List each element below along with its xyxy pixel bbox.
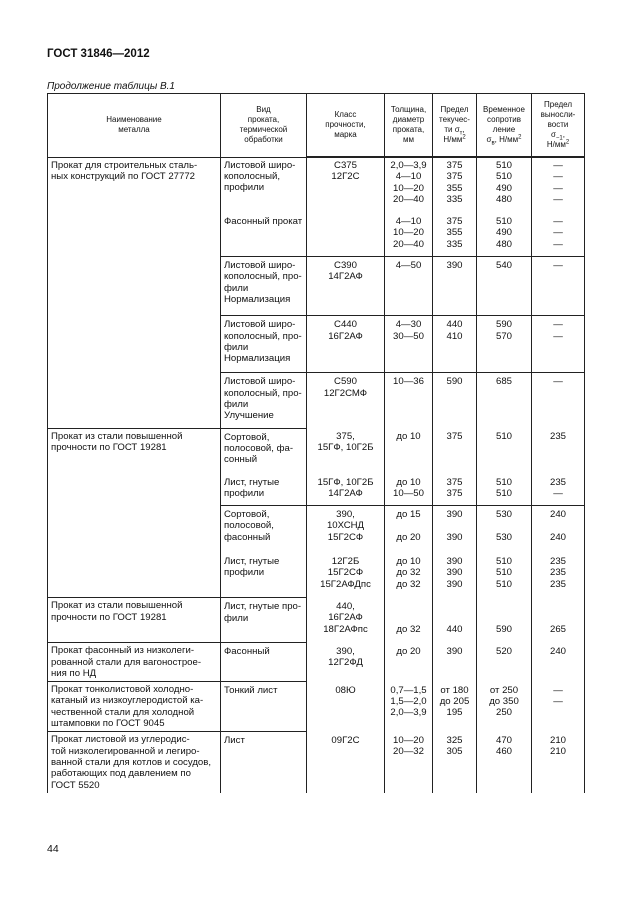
cell-line: прочности по ГОСТ 19281 [51,441,167,453]
table-continuation-caption: Продолжение таблицы В.1 [47,81,175,92]
cell-line: Прокат листовой из углеродис- [51,734,190,746]
cell-line: 460 [495,746,512,758]
cell-line: Прокат из стали повышенной [51,600,183,612]
cell-line: Листовой широ- [224,319,296,331]
cell-line: 375 [446,431,463,443]
cell-line: 490 [495,227,512,239]
cell-line: Лист [224,735,245,747]
cell-line: 195 [446,707,463,719]
document-header: ГОСТ 31846—2012 [47,48,150,60]
cell-line: полосовой, [224,520,274,532]
cell-endurance [532,213,585,256]
properties-table [47,93,585,793]
col-header-tensile: Временное сопротив ление $\sigma_в$, $Н/мм^2$ [477,94,532,158]
cell-line: Прокат тонколистовой холодно- [51,684,194,696]
cell-thickness [385,682,433,732]
cell-tensile [477,474,532,506]
cell-yield [433,257,477,316]
cell-metal [48,732,221,793]
cell-line: С590 [334,376,357,388]
cell-line: до 20 [396,531,421,543]
cell-yield [433,506,477,553]
cell-line: штамповки по ГОСТ 9045 [51,718,165,730]
cell-line: 590 [495,319,512,331]
cell-line: 390 [446,260,463,272]
cell-line [387,520,430,531]
cell-line: ГОСТ 5520 [51,779,100,791]
cell-line: 10—20 [393,734,424,746]
cell-line: 510 [495,487,512,499]
cell-line: 530 [495,531,512,543]
cell-line: С390 [334,260,357,272]
cell-yield [433,213,477,256]
cell-line: 2,0—3,9 [390,160,427,171]
cell-line: 240 [549,645,566,657]
cell-thickness [385,506,433,553]
cell-line: 510 [495,556,512,568]
cell-line: — [553,238,563,250]
cell-line: работающих под давлением по [51,768,191,780]
cell-line: 520 [495,645,512,657]
cell-yield [433,682,477,732]
cell-type [221,316,307,373]
cell-line: 240 [549,509,566,521]
cell-line: 235 [549,578,566,590]
cell-line [534,612,582,623]
cell-line: до 10 [396,476,421,488]
cell-yield [433,316,477,373]
cell-line: фили [224,282,249,294]
cell-line: до 20 [396,645,421,657]
cell-line: кополосный, про- [224,387,302,399]
table-row [48,682,585,732]
cell-line: 490 [495,182,512,194]
cell-line: 510 [495,567,512,579]
cell-line: чественной стали для холодной [51,706,195,718]
cell-line: 440 [446,623,463,635]
cell-metal [48,643,221,682]
cell-line: фили [224,612,249,624]
cell-line: Листовой широ- [224,159,296,171]
cell-line [534,520,582,531]
cell-line: 09Г2С [331,734,360,746]
cell-line [387,601,430,612]
cell-yield [433,373,477,428]
cell-line: 325 [446,734,463,746]
cell-thickness [385,373,433,428]
cell-line: 355 [446,182,463,194]
cell-yield [433,732,477,793]
cell-line: 10—50 [393,487,424,499]
cell-line: 390, [336,509,355,521]
cell-line: фили [224,399,249,411]
cell-yield [433,553,477,598]
cell-endurance [532,257,585,316]
cell-line: ванной стали для котлов и сосудов, [51,756,212,768]
cell-line: 235 [549,567,566,579]
cell-line: 210 [549,746,566,758]
cell-thickness [385,474,433,506]
cell-line: 235 [549,476,566,488]
cell-line: Прокат для строительных сталь- [51,159,198,171]
cell-line: — [553,376,563,388]
cell-grade [307,506,385,553]
cell-line: 12Г2Б [331,556,360,568]
cell-line: Листовой широ- [224,260,296,272]
cell-line: профили [224,182,265,194]
col-header-metal: Наименование металла [48,94,221,158]
cell-thickness [385,598,433,643]
cell-grade [307,553,385,598]
cell-yield [433,643,477,682]
cell-line: 470 [495,734,512,746]
cell-line: 390 [446,531,463,543]
cell-line: 375 [446,216,463,228]
cell-type [221,157,307,213]
cell-line: фасонный [224,531,271,543]
col-header-grade: Класс прочности, марка [307,94,385,158]
cell-line: 10—20 [393,227,424,239]
cell-line: 08Ю [335,684,356,696]
cell-tensile [477,257,532,316]
cell-type [221,373,307,428]
cell-tensile [477,316,532,373]
cell-line: 375 [446,160,463,171]
cell-line: 18Г2АФпс [323,623,368,635]
cell-line [479,520,529,531]
cell-line: — [553,227,563,239]
cell-line [534,601,582,612]
cell-grade [307,257,385,316]
cell-endurance [532,682,585,732]
cell-thickness [385,316,433,373]
cell-line: Фасонный прокат [224,216,303,228]
cell-line: Лист, гнутые [224,556,280,568]
cell-line: 15ГФ, 10Г2Б [317,476,374,488]
cell-line: до 32 [396,623,421,635]
cell-line: 235 [549,431,566,443]
cell-tensile [477,682,532,732]
cell-line: до 32 [396,578,421,590]
cell-line [435,612,474,623]
cell-line: 510 [495,578,512,590]
cell-line: 390 [446,509,463,521]
cell-thickness [385,553,433,598]
cell-tensile [477,213,532,256]
cell-line: 12Г2С [331,171,360,183]
cell-line: С440 [334,319,357,331]
cell-line: 20—40 [393,193,424,205]
col-header-yield: Предел текучес- ти $\sigma_т$, $Н/мм^2$ [433,94,477,158]
table-row [48,643,585,682]
cell-line: — [553,193,563,205]
cell-line: до 205 [439,695,470,707]
cell-line: Нормализация [224,293,291,305]
cell-endurance [532,157,585,213]
cell-line: Прокат фасонный из низколеги- [51,645,195,657]
cell-tensile [477,157,532,213]
cell-line: Сортовой, [224,431,270,443]
cell-line: кополосный, про- [224,330,302,342]
cell-grade [307,428,385,473]
cell-line: 375 [446,487,463,499]
cell-line [534,707,582,718]
cell-line: 480 [495,238,512,250]
cell-line: Улучшение [224,410,274,422]
cell-tensile [477,506,532,553]
cell-line: 30—50 [393,330,424,342]
cell-line: 375 [446,476,463,488]
cell-tensile [477,553,532,598]
cell-yield [433,157,477,213]
cell-line: 12Г2ФД [328,657,363,669]
cell-line: полосовой, фа- [224,442,294,454]
cell-endurance [532,732,585,793]
cell-thickness [385,428,433,473]
cell-type [221,682,307,732]
cell-line: 12Г2СМФ [323,387,368,399]
table-row [48,157,585,213]
cell-tensile [477,643,532,682]
cell-line: профили [224,487,265,499]
cell-line: 570 [495,330,512,342]
cell-line: до 15 [396,509,421,521]
cell-line: 2,0—3,9 [390,707,427,719]
cell-yield [433,598,477,643]
cell-line: 375, [336,431,355,443]
cell-line: 4—30 [395,319,422,331]
cell-tensile [477,373,532,428]
cell-type [221,213,307,256]
cell-grade [307,474,385,506]
cell-endurance [532,316,585,373]
cell-type [221,643,307,682]
cell-endurance [532,373,585,428]
cell-line: до 350 [489,695,519,707]
col-header-endurance: Предел выносли- вости $\sigma_{-1}$, $Н/мм^2$ [532,94,585,158]
cell-line: Тонкий лист [224,685,278,697]
table-row [48,428,585,473]
cell-type [221,732,307,793]
cell-line: — [553,182,563,194]
cell-line: 530 [495,509,512,521]
cell-line: — [553,487,563,499]
cell-line: 250 [495,707,512,719]
cell-line: 390 [446,567,463,579]
cell-line: 16Г2АФ [328,612,363,624]
cell-tensile [477,598,532,643]
cell-line: 510 [495,476,512,488]
cell-line: 10—20 [393,182,424,194]
cell-line: 335 [446,193,463,205]
cell-line: от 250 [489,684,519,696]
cell-endurance [532,553,585,598]
cell-line [435,520,474,531]
cell-thickness [385,157,433,213]
cell-line: ных конструкций по ГОСТ 27772 [51,170,196,182]
cell-line: 15ГФ, 10Г2Б [317,442,374,454]
cell-metal [48,157,221,428]
cell-thickness [385,643,433,682]
cell-line: — [553,319,563,331]
cell-line: прочности по ГОСТ 19281 [51,611,167,623]
table-row [48,598,585,643]
cell-line: 510 [495,160,512,171]
cell-type [221,553,307,598]
cell-line: 355 [446,227,463,239]
cell-line: — [553,695,563,707]
cell-line: — [553,171,563,183]
cell-line: 685 [495,376,512,388]
cell-endurance [532,428,585,473]
cell-line [479,601,529,612]
cell-line: кополосный, про- [224,271,302,283]
cell-line: 590 [495,623,512,635]
cell-line [387,612,430,623]
cell-type [221,474,307,506]
cell-line: 15Г2АФДпс [320,578,371,590]
cell-grade [307,643,385,682]
cell-line: 410 [446,330,463,342]
cell-endurance [532,598,585,643]
cell-line: 4—10 [395,216,422,228]
cell-grade [307,598,385,643]
cell-type [221,428,307,473]
cell-metal [48,682,221,732]
cell-line: 305 [446,746,463,758]
cell-line: 4—50 [395,260,422,272]
cell-line: 390 [446,578,463,590]
cell-line: рованной стали для вагонострое- [51,656,202,668]
cell-line: до 10 [396,431,421,443]
cell-line: — [553,684,563,696]
cell-thickness [385,257,433,316]
cell-metal [48,598,221,643]
cell-line: Листовой широ- [224,376,296,388]
cell-line: катаный из низкоуглеродистой ка- [51,695,204,707]
cell-line: от 180 [440,684,469,696]
cell-line: — [553,330,563,342]
cell-line [435,601,474,612]
cell-line: Фасонный [224,646,270,658]
cell-yield [433,474,477,506]
cell-line: 480 [495,193,512,205]
cell-grade [307,157,385,213]
cell-endurance [532,474,585,506]
cell-line: ния по НД [51,667,97,679]
cell-line: Лист, гнутые [224,476,280,488]
cell-line: 375 [446,171,463,183]
table-row [48,732,585,793]
cell-line: 15Г2СФ [327,531,364,543]
cell-line: 390, [336,645,355,657]
cell-line: 335 [446,238,463,250]
cell-line: до 10 [396,556,421,568]
cell-line: Сортовой, [224,509,270,521]
cell-endurance [532,643,585,682]
cell-type [221,257,307,316]
cell-line: той низколегированной и легиро- [51,745,200,757]
cell-line: 14Г2АФ [328,271,363,283]
cell-line: Лист, гнутые про- [224,601,302,613]
cell-line: профили [224,567,265,579]
cell-tensile [477,732,532,793]
cell-line: 0,7—1,5 [390,684,427,696]
cell-line: 10ХСНД [326,520,365,532]
cell-line: 235 [549,556,566,568]
cell-line: 540 [495,260,512,272]
col-header-type: Вид проката, термической обработки [221,94,307,158]
cell-line: 14Г2АФ [328,487,363,499]
table-header-row [48,94,585,158]
cell-line: 440 [446,319,463,331]
cell-line: 390 [446,645,463,657]
cell-line: 510 [495,216,512,228]
cell-line: 1,5—2,0 [390,695,427,707]
cell-yield [433,428,477,473]
cell-line: 510 [495,431,512,443]
cell-line: до 32 [396,567,421,579]
cell-line: 4—10 [395,171,422,183]
cell-line: 510 [495,171,512,183]
cell-grade [307,682,385,732]
cell-line: — [553,216,563,228]
cell-line: С375 [334,160,357,171]
cell-grade [307,373,385,428]
cell-type [221,506,307,553]
cell-line: — [553,260,563,272]
cell-line: 15Г2СФ [327,567,364,579]
cell-line [479,612,529,623]
cell-line: Прокат из стали повышенной [51,430,183,442]
cell-line: 440, [336,600,355,612]
col-header-thickness: Толщина, диаметр проката, мм [385,94,433,158]
cell-line: 20—40 [393,238,424,250]
cell-line: 265 [549,623,566,635]
cell-type [221,598,307,643]
cell-line: 210 [549,734,566,746]
cell-grade [307,732,385,793]
cell-line: 390 [446,556,463,568]
cell-line: 16Г2АФ [328,330,363,342]
cell-thickness [385,732,433,793]
cell-line: 590 [446,376,463,388]
cell-metal [48,428,221,598]
cell-line: 20—32 [393,746,424,758]
cell-endurance [532,506,585,553]
cell-grade [307,213,385,256]
cell-line: фили [224,341,249,353]
cell-thickness [385,213,433,256]
cell-grade [307,316,385,373]
cell-line: — [553,160,563,171]
cell-line: кополосный, [224,170,281,182]
cell-line: 240 [549,531,566,543]
cell-line: Нормализация [224,353,291,365]
cell-tensile [477,428,532,473]
cell-line: сонный [224,454,258,466]
page-number: 44 [47,843,59,855]
cell-line: 10—36 [393,376,424,388]
